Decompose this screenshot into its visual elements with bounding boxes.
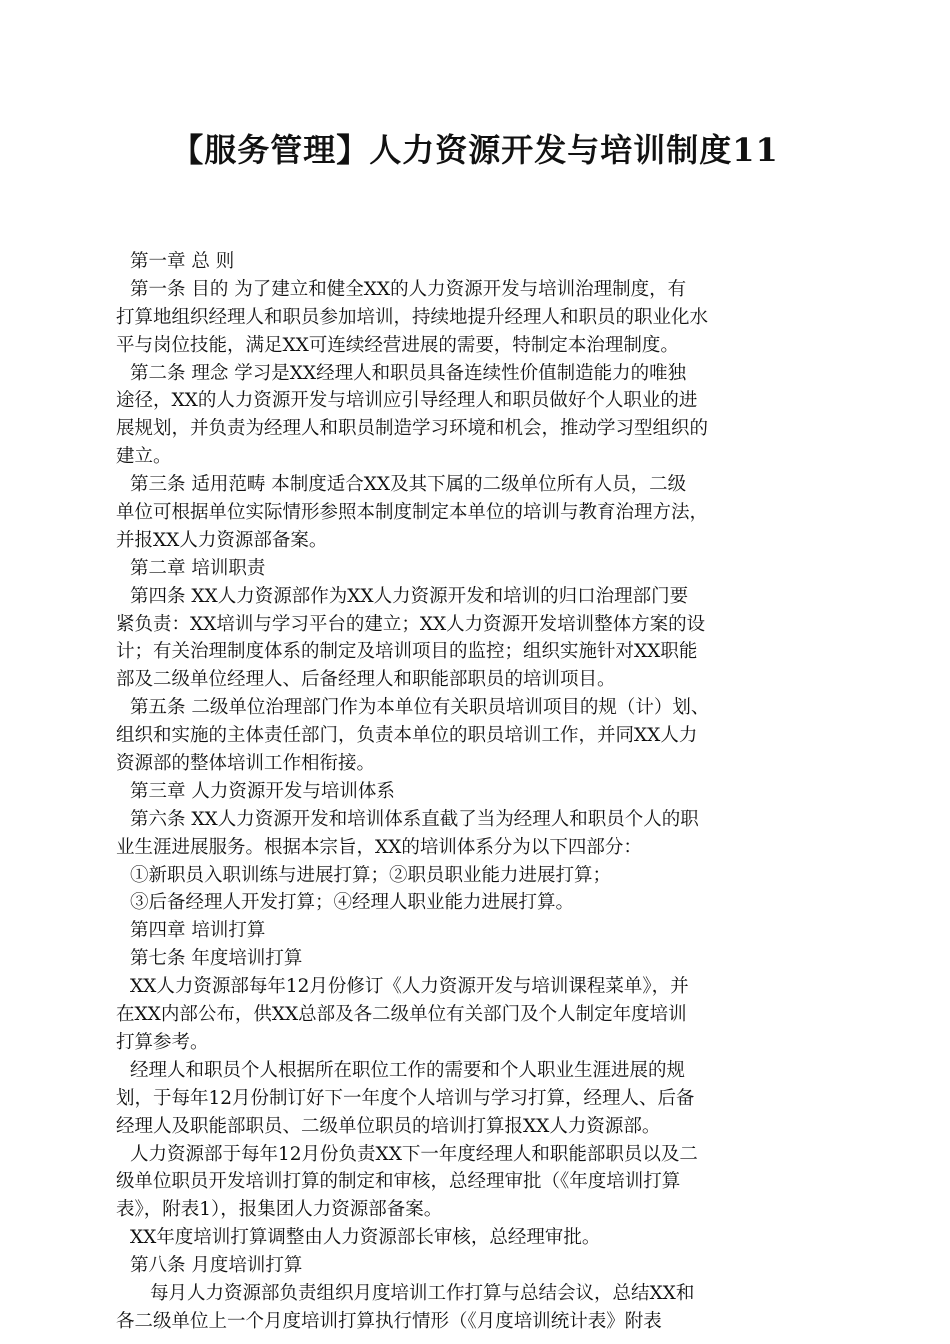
paragraph-line: XX年度培训打算调整由人力资源部长审核，总经理审批。 (130, 1227, 601, 1249)
paragraph-line: 第一条 目的 为了建立和健全XX的人力资源开发与培训治理制度，有 (130, 278, 687, 300)
paragraph-line: 并报XX人力资源部备案。 (116, 529, 328, 551)
chapter-heading: 第三章 人力资源开发与培训体系 (130, 780, 395, 802)
section-heading: 第八条 月度培训打算 (130, 1255, 303, 1277)
paragraph-line: 第四条 XX人力资源部作为XX人力资源开发和培训的归口治理部门要 (130, 585, 689, 607)
paragraph-line: 打算参考。 (116, 1031, 209, 1053)
paragraph-line: 第三条 适用范畴 本制度适合XX及其下属的二级单位所有人员，二级 (130, 474, 687, 496)
paragraph-line: 部及二级单位经理人、后备经理人和职能部职员的培训项目。 (116, 669, 616, 691)
paragraph-line: 业生涯进展服务。根据本宗旨，XX的培训体系分为以下四部分： (116, 836, 642, 858)
paragraph-line: 平与岗位技能，满足XX可连续经营进展的需要，特制定本治理制度。 (116, 334, 679, 356)
paragraph-line: 组织和实施的主体责任部门，负责本单位的职员培训工作，并同XX人力 (116, 725, 698, 747)
list-line: ①新职员入职训练与进展打算；②职员职业能力进展打算； (130, 864, 612, 886)
chapter-heading: 第二章 培训职责 (130, 557, 266, 579)
paragraph-line: 第五条 二级单位治理部门作为本单位有关职员培训项目的规（计）划、 (130, 697, 710, 719)
paragraph-line: 经理人和职员个人根据所在职位工作的需要和个人职业生涯进展的规 (130, 1059, 686, 1081)
paragraph-line: 单位可根据单位实际情形参照本制度制定本单位的培训与教育治理方法， (116, 502, 709, 524)
paragraph-line: 途径，XX的人力资源开发与培训应引导经理人和职员做好个人职业的进 (116, 390, 698, 412)
chapter-heading: 第四章 培训打算 (130, 920, 266, 942)
document-title: 【服务管理】人力资源开发与培训制度11 (171, 131, 779, 169)
paragraph-line: 人力资源部于每年12月份负责XX下一年度经理人和职能部职员以及二 (130, 1143, 698, 1165)
paragraph-line: 第二条 理念 学习是XX经理人和职员具备连续性价值制造能力的唯独 (130, 362, 687, 384)
paragraph-line: 每月人力资源部负责组织月度培训工作打算与总结会议，总结XX和 (150, 1282, 695, 1304)
list-line: ③后备经理人开发打算；④经理人职业能力进展打算。 (130, 892, 575, 914)
paragraph-line: 经理人及职能部职员、二级单位职员的培训打算报XX人力资源部。 (116, 1115, 661, 1137)
paragraph-line: 各二级单位上一个月度培训打算执行情形（《月度培训统计表》附表 (116, 1310, 662, 1332)
paragraph-line: 资源部的整体培训工作相衔接。 (116, 753, 376, 775)
paragraph-line: 紧负责：XX培训与学习平台的建立；XX人力资源开发培训整体方案的设 (116, 613, 706, 635)
paragraph-line: XX人力资源部每年12月份修订《人力资源开发与培训课程菜单》，并 (130, 976, 689, 998)
paragraph-line: 建立。 (116, 446, 172, 468)
paragraph-line: 计；有关治理制度体系的制定及培训项目的监控；组织实施针对XX职能 (116, 641, 698, 663)
paragraph-line: 打算地组织经理人和职员参加培训，持续地提升经理人和职员的职业化水 (116, 306, 709, 328)
paragraph-line: 划，于每年12月份制订好下一年度个人培训与学习打算，经理人、后备 (116, 1087, 695, 1109)
paragraph-line: 表》，附表1），报集团人力资源部备案。 (116, 1199, 443, 1221)
paragraph-line: 级单位职员开发培训打算的制定和审核，总经理审批（《年度培训打算 (116, 1171, 681, 1193)
paragraph-line: 展规划，并负责为经理人和职员制造学习环境和机会，推动学习型组织的 (116, 418, 709, 440)
chapter-heading: 第一章 总 则 (130, 251, 235, 272)
section-heading: 第七条 年度培训打算 (130, 948, 303, 970)
document-body (116, 248, 836, 1336)
paragraph-line: 在XX内部公布，供XX总部及各二级单位有关部门及个人制定年度培训 (116, 1004, 687, 1026)
paragraph-line: 第六条 XX人力资源开发和培训体系直截了当为经理人和职员个人的职 (130, 808, 699, 830)
